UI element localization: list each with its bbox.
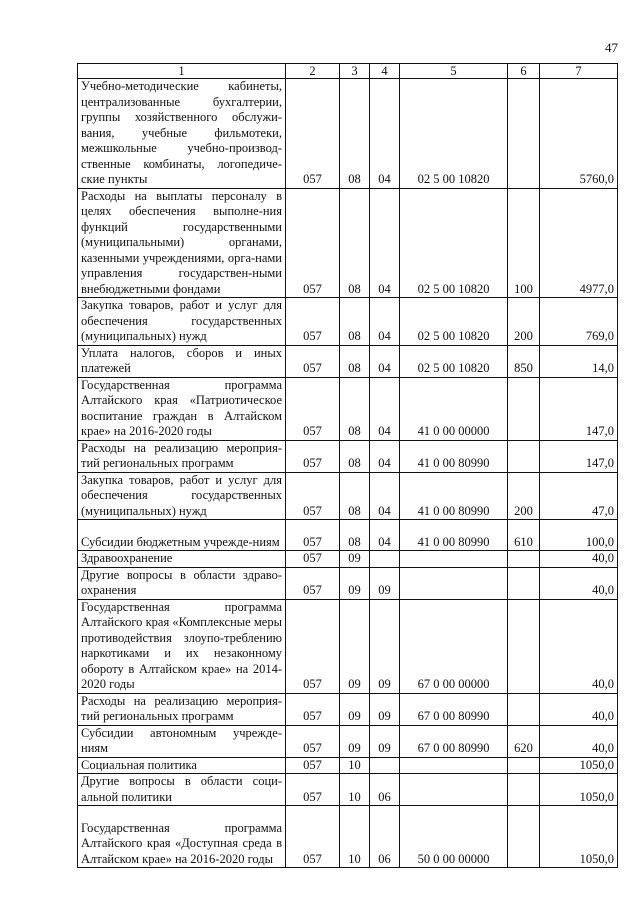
row-csr-cell: 41 0 00 80990: [400, 472, 508, 520]
header-cell-sum: 7: [540, 64, 618, 79]
table-row: [78, 757, 618, 774]
row-grbs-cell: 057: [286, 725, 340, 757]
row-rz-cell: 08: [340, 472, 370, 520]
row-grbs-cell: 057: [286, 472, 340, 520]
row-rz-cell: 08: [340, 440, 370, 472]
header-cell-grbs: 2: [286, 64, 340, 79]
row-sum-cell: 40,0: [540, 567, 618, 599]
row-csr-cell: 67 0 00 00000: [400, 599, 508, 693]
row-rz-cell: 08: [340, 520, 370, 551]
row-vr-cell: [508, 774, 540, 806]
row-grbs-cell: 057: [286, 440, 340, 472]
row-vr-cell: 620: [508, 725, 540, 757]
row-sum-cell: 14,0: [540, 345, 618, 377]
row-pr-cell: 04: [370, 298, 400, 346]
row-rz-cell: 08: [340, 79, 370, 189]
row-sum-cell: 1050,0: [540, 806, 618, 868]
row-rz-cell: 09: [340, 693, 370, 725]
table-row: [78, 551, 618, 568]
row-grbs-cell: 057: [286, 298, 340, 346]
row-rz-cell: 10: [340, 757, 370, 774]
row-rz-cell: 08: [340, 377, 370, 440]
row-sum-cell: 40,0: [540, 693, 618, 725]
row-vr-cell: 100: [508, 188, 540, 298]
row-name-cell: Государственная программа Алтайского края «Доступная среда в Алтайском крае» на 2016-2020 годы: [78, 806, 286, 868]
row-pr-cell: 04: [370, 345, 400, 377]
row-pr-cell: 09: [370, 599, 400, 693]
row-sum-cell: 4977,0: [540, 188, 618, 298]
row-csr-cell: 41 0 00 00000: [400, 377, 508, 440]
row-grbs-cell: 057: [286, 79, 340, 189]
row-grbs-cell: 057: [286, 188, 340, 298]
row-rz-cell: 09: [340, 551, 370, 568]
row-sum-cell: 40,0: [540, 599, 618, 693]
row-csr-cell: [400, 774, 508, 806]
table-body: [78, 79, 618, 868]
row-vr-cell: 200: [508, 298, 540, 346]
row-name-cell: Другие вопросы в области здраво-охранения: [78, 567, 286, 599]
row-pr-cell: 09: [370, 567, 400, 599]
row-sum-cell: 5760,0: [540, 79, 618, 189]
table-row: [78, 693, 618, 725]
row-grbs-cell: 057: [286, 551, 340, 568]
row-sum-cell: 1050,0: [540, 757, 618, 774]
row-pr-cell: 04: [370, 79, 400, 189]
table-header: [78, 64, 618, 79]
row-grbs-cell: 057: [286, 806, 340, 868]
row-vr-cell: 850: [508, 345, 540, 377]
row-name-cell: Субсидии автономным учрежде-ниям: [78, 725, 286, 757]
table-row: [78, 188, 618, 298]
row-rz-cell: 09: [340, 599, 370, 693]
row-csr-cell: 02 5 00 10820: [400, 298, 508, 346]
row-vr-cell: [508, 79, 540, 189]
row-vr-cell: [508, 806, 540, 868]
row-sum-cell: 100,0: [540, 520, 618, 551]
row-pr-cell: 04: [370, 377, 400, 440]
row-grbs-cell: 057: [286, 520, 340, 551]
row-vr-cell: [508, 757, 540, 774]
row-name-cell: Государственная программа Алтайского края «Патриотическое воспитание граждан в Алтайском крае» на 2016-2020 годы: [78, 377, 286, 440]
row-pr-cell: [370, 757, 400, 774]
row-csr-cell: 41 0 00 80990: [400, 520, 508, 551]
table-row: [78, 774, 618, 806]
row-grbs-cell: 057: [286, 757, 340, 774]
table-row: [78, 599, 618, 693]
row-sum-cell: 40,0: [540, 725, 618, 757]
header-cell-rz: 3: [340, 64, 370, 79]
row-rz-cell: 08: [340, 298, 370, 346]
row-vr-cell: [508, 551, 540, 568]
table-row: [78, 806, 618, 868]
row-vr-cell: [508, 377, 540, 440]
row-csr-cell: 50 0 00 00000: [400, 806, 508, 868]
row-sum-cell: 147,0: [540, 377, 618, 440]
row-rz-cell: 09: [340, 725, 370, 757]
row-name-cell: Расходы на реализацию мероприя-тий региональных программ: [78, 440, 286, 472]
row-name-cell: Расходы на выплаты персоналу в целях обеспечения выполне-ния функций государственными (муниципальными) органами, казенными учреждениями, орга-нами управления государствен-ными внебюджетными фондами: [78, 188, 286, 298]
row-name-cell: Закупка товаров, работ и услуг для обеспечения государственных (муниципальных) нужд: [78, 298, 286, 346]
row-name-cell: Социальная политика: [78, 757, 286, 774]
row-pr-cell: 04: [370, 472, 400, 520]
row-name-cell: Субсидии бюджетным учрежде-ниям: [78, 520, 286, 551]
table-row: [78, 725, 618, 757]
row-vr-cell: 610: [508, 520, 540, 551]
row-sum-cell: 1050,0: [540, 774, 618, 806]
row-grbs-cell: 057: [286, 345, 340, 377]
row-csr-cell: 67 0 00 80990: [400, 725, 508, 757]
row-name-cell: Здравоохранение: [78, 551, 286, 568]
row-rz-cell: 09: [340, 567, 370, 599]
row-name-cell: Уплата налогов, сборов и иных платежей: [78, 345, 286, 377]
row-vr-cell: [508, 440, 540, 472]
row-vr-cell: [508, 567, 540, 599]
row-rz-cell: 08: [340, 345, 370, 377]
header-cell-pr: 4: [370, 64, 400, 79]
budget-table: [77, 63, 618, 868]
row-pr-cell: 04: [370, 188, 400, 298]
row-csr-cell: [400, 551, 508, 568]
row-sum-cell: 147,0: [540, 440, 618, 472]
row-csr-cell: 67 0 00 80990: [400, 693, 508, 725]
row-rz-cell: 10: [340, 774, 370, 806]
row-csr-cell: 02 5 00 10820: [400, 188, 508, 298]
header-cell-name: 1: [78, 64, 286, 79]
row-grbs-cell: 057: [286, 693, 340, 725]
row-pr-cell: 09: [370, 693, 400, 725]
header-cell-vr: 6: [508, 64, 540, 79]
row-pr-cell: 06: [370, 774, 400, 806]
table-row: [78, 440, 618, 472]
table-row: [78, 472, 618, 520]
table-row: [78, 567, 618, 599]
table-row: [78, 377, 618, 440]
row-name-cell: Государственная программа Алтайского края «Комплексные меры противодействия злоупо-треблению наркотиками и их незаконному обороту в Алтайском крае» на 2014-2020 годы: [78, 599, 286, 693]
table-row: [78, 345, 618, 377]
row-vr-cell: [508, 693, 540, 725]
row-pr-cell: [370, 551, 400, 568]
row-sum-cell: 47,0: [540, 472, 618, 520]
row-pr-cell: 06: [370, 806, 400, 868]
row-grbs-cell: 057: [286, 774, 340, 806]
row-rz-cell: 08: [340, 188, 370, 298]
row-pr-cell: 04: [370, 520, 400, 551]
row-csr-cell: 02 5 00 10820: [400, 345, 508, 377]
row-name-cell: Учебно-методические кабинеты, централизованные бухгалтерии, группы хозяйственного обслужи-вания, учебные фильмотеки, межшкольные учебно-производ-ственные комбинаты, логопедиче-ские пункты: [78, 79, 286, 189]
row-csr-cell: 41 0 00 80990: [400, 440, 508, 472]
row-rz-cell: 10: [340, 806, 370, 868]
header-row: [78, 64, 618, 79]
row-name-cell: Расходы на реализацию мероприя-тий региональных программ: [78, 693, 286, 725]
header-cell-csr: 5: [400, 64, 508, 79]
row-vr-cell: [508, 599, 540, 693]
row-vr-cell: 200: [508, 472, 540, 520]
row-name-cell: Другие вопросы в области соци-альной политики: [78, 774, 286, 806]
table-row: [78, 298, 618, 346]
row-sum-cell: 769,0: [540, 298, 618, 346]
row-csr-cell: [400, 567, 508, 599]
row-name-cell: Закупка товаров, работ и услуг для обеспечения государственных (муниципальных) нужд: [78, 472, 286, 520]
row-csr-cell: [400, 757, 508, 774]
row-csr-cell: 02 5 00 10820: [400, 79, 508, 189]
page-number: 47: [605, 40, 618, 55]
row-grbs-cell: 057: [286, 599, 340, 693]
row-pr-cell: 04: [370, 440, 400, 472]
row-grbs-cell: 057: [286, 567, 340, 599]
row-pr-cell: 09: [370, 725, 400, 757]
row-sum-cell: 40,0: [540, 551, 618, 568]
table-row: [78, 520, 618, 551]
row-grbs-cell: 057: [286, 377, 340, 440]
table-row: [78, 79, 618, 189]
